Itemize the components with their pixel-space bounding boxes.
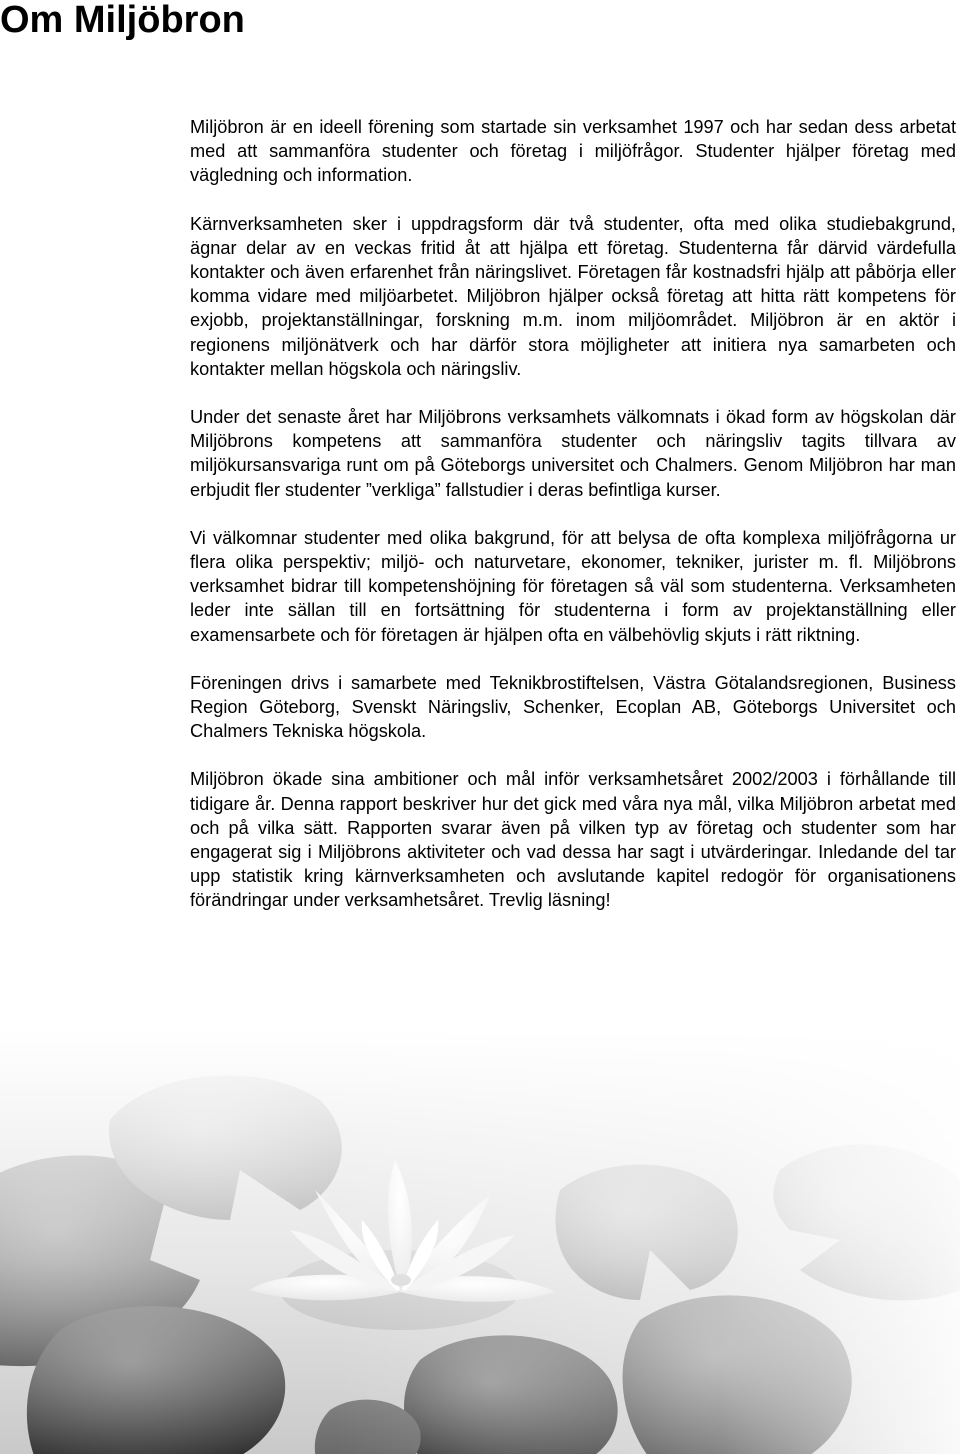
water-lily-photo	[0, 1030, 960, 1454]
paragraph-intro: Miljöbron är en ideell förening som startade sin verksamhet 1997 och har sedan dess arbetat med att sammanföra studenter och företag i miljöfrågor. Studenter hjälper företag med vägledning och information.	[190, 117, 956, 186]
page-title: Om Miljöbron	[0, 0, 245, 41]
paragraph-report: Miljöbron ökade sina ambitioner och mål inför verksamhetsåret 2002/2003 i förhållande till tidigare år. Denna rapport beskriver hur det gick med våra nya mål, vilka Miljöbron arbetat med och på vilka sätt. Rapporten svarar även på vilken typ av företag och studenter som har engagerat sig i Miljöbrons aktiviteter och vad dessa har sagt i utvärderingar. Inledande del tar upp statistik kring kärnverksamheten och avslutande kapitel redogör för organisationens förändringar under verksamhetsåret. Trevlig läsning!	[190, 769, 956, 911]
body-text	[190, 115, 956, 937]
paragraph-university: Under det senaste året har Miljöbrons verksamhets välkomnats i ökad form av högskolan där Miljöbrons kompetens att sammanföra studenter och näringsliv tagits tillvara av miljökursansvariga runt om på Göteborgs universitet och Chalmers. Genom Miljöbron har man erbjudit fler studenter ”verkliga” fallstudier i deras befintliga kurser.	[190, 407, 956, 500]
paragraph-core-activities: Kärnverksamheten sker i uppdragsform där två studenter, ofta med olika studiebakgrund, ägnar delar av en veckas fritid åt att hjälpa ett företag. Studenterna får därvid värdefulla kontakter och även erfarenhet från näringslivet. Företagen får kostnadsfri hjälp att påbörja eller komma vidare med miljöarbetet. Miljöbron hjälper också företag att hitta rätt kompetens för exjobb, projektanställningar, forskning m.m. inom miljöområdet. Miljöbron är en aktör i regionens miljönätverk och har därför stora möjligheter att initiera nya samarbeten och kontakter mellan högskola och näringsliv.	[190, 213, 956, 379]
paragraph-partners: Föreningen drivs i samarbete med Teknikbrostiftelsen, Västra Götalandsregionen, Business Region Göteborg, Svenskt Näringsliv, Schenker, Ecoplan AB, Göteborgs Universitet och Chalmers Tekniska högskola.	[190, 672, 956, 742]
paragraph-students: Vi välkomnar studenter med olika bakgrund, för att belysa de ofta komplexa miljöfrågorna ur flera olika perspektiv; miljö- och naturvetare, ekonomer, tekniker, jurister m. fl. Miljöbrons verksamhet bidrar till kompetenshöjning för företagen så väl som studenterna. Verksamheten leder inte sällan till en fortsättning för studenterna i form av projektanställning eller examensarbete och för företagen är hjälpen ofta en välbehövlig skjuts i rätt riktning.	[190, 527, 956, 645]
